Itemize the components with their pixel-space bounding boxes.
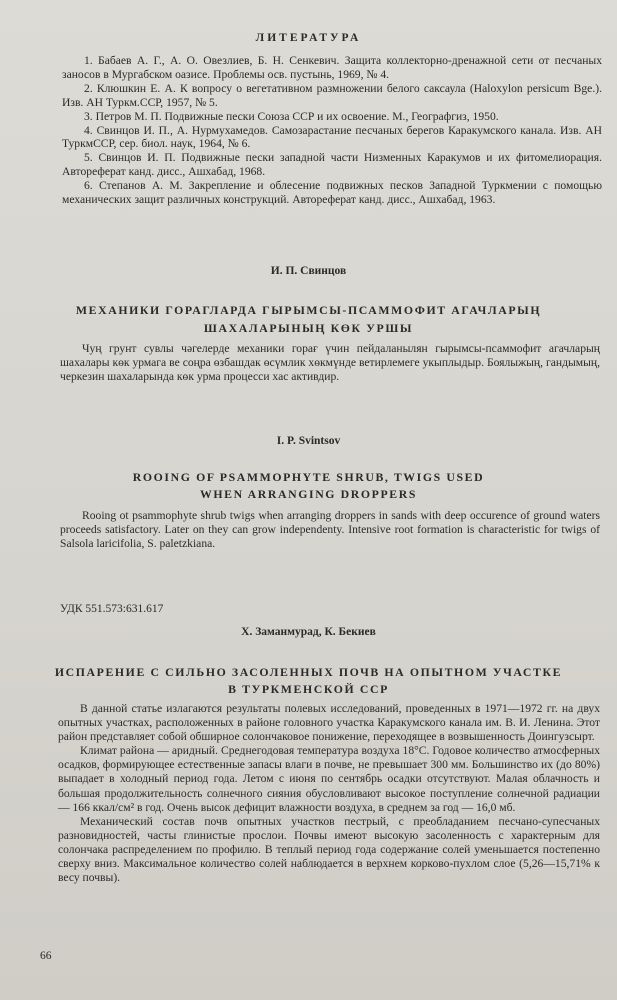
article-title-line2: В ТУРКМЕНСКОЙ ССР: [228, 682, 389, 696]
reference-item: 3. Петров М. П. Подвижные пески Союза ССР и их освоение. М., Географгиз, 1950.: [84, 109, 499, 123]
reference-list: [62, 54, 602, 207]
turkmen-abstract-text: Чуң грунт сувлы чәгелерде механики горағ үчин пейдаланылян гырымсы-псаммофит агачларың шахалары көк урмага ве соңра өзбашдак өсүмлик хөкмүнде ветирлемеге укыплыдыр. Боялыжың, гандымың, черкезин шахаларында көк урма процесси хас активдир.: [60, 342, 600, 384]
udk-code: УДК 551.573:631.617: [60, 603, 164, 615]
article-title-line1: ИСПАРЕНИЕ С СИЛЬНО ЗАСОЛЕННЫХ ПОЧВ НА ОПЫТНОМ УЧАСТКЕ: [54, 665, 563, 679]
body-paragraph: Механический состав почв опытных участков пестрый, с преобладанием песчано-супесчаных разновидностей, часты глинистые прослои. Почвы имеют высокую засоленность с характерным для солончака распределением по профилю. В теплый период года содержание солей уменьшается постепенно сверху вниз. Максимальное количество солей наблюдается в верхнем корково-пухлом слое (5,26—15,71% к весу почвы).: [58, 814, 600, 885]
turkmen-abstract: [60, 342, 600, 385]
page-number: 66: [40, 950, 52, 962]
reference-item: 2. Клюшкин Е. А. К вопросу о вегетативном размножении белого саксаула (Haloxylon persicum Bge.). Изв. АН Туркм.ССР, 1957, № 5.: [62, 81, 602, 109]
turkmen-title-line2: ШАХАЛАРЫНЫҢ КӨК УРШЫ: [203, 321, 414, 335]
english-abstract-text: Rooing ot psammophyte shrub twigs when arranging droppers in sands with deep occurence of ground waters proceeds satisfactory. Later on they can grow independenty. Intensive root formation is characteristic for twigs of Salsola laricifolia, S. paletzkiana.: [60, 509, 600, 551]
reference-item: 4. Свинцов И. П., А. Нурмухамедов. Самозарастание песчаных берегов Каракумского канала. Изв. АН ТуркмССР, сер. биол. наук, 1964, № 6.: [62, 123, 602, 151]
literature-heading: ЛИТЕРАТУРА: [255, 32, 362, 44]
turkmen-title-line1: МЕХАНИКИ ГОРАГЛАРДА ГЫРЫМСЫ-ПСАММОФИТ АГАЧЛАРЫҢ: [75, 303, 542, 317]
english-abstract: [60, 509, 600, 552]
english-title-line2: WHEN ARRANGING DROPPERS: [199, 487, 418, 501]
body-paragraph: В данной статье излагаются результаты полевых исследований, проведенных в 1971—1972 гг. на двух опытных участках, расположенных в районе головного участка Каракумского канала им. В. И. Ленина. Этот район представляет собой обширное солончаковое понижение, переходящее в возвышенность Доингузсырт.: [58, 702, 600, 744]
english-author: I. P. Svintsov: [276, 435, 341, 447]
reference-item: 1. Бабаев А. Г., А. О. Овезлиев, Б. Н. Сенкевич. Защита коллекторно-дренажной сети от песчаных заносов в Мургабском оазисе. Проблемы осв. пустынь, 1969, № 4.: [62, 54, 602, 81]
article-body: [58, 702, 600, 885]
article-authors: Х. Заманмурад, К. Бекиев: [241, 626, 376, 638]
reference-item: 5. Свинцов И. П. Подвижные пески западной части Низменных Каракумов и их фитомелиорация. Автореферат канд. дисс., Ашхабад, 1968.: [62, 151, 602, 179]
body-paragraph: Климат района — аридный. Среднегодовая температура воздуха 18°С. Годовое количество атмосферных осадков, формирующее естественные запасы влаги в почве, не превышает 300 мм. Большинство их (до 80%) выпадает в холодный период года. Летом с июня по сентябрь осадки отсутствуют. Малая облачность и большая продолжительность солнечного сияния обусловливают высокое поступление солнечной радиации — 166 ккал/см² в год. Очень высок дефицит влажности воздуха, в среднем за год — 16,0 мб.: [58, 744, 600, 814]
turkmen-author: И. П. Свинцов: [270, 265, 347, 277]
english-title-line1: ROOING OF PSAMMOPHYTE SHRUB, TWIGS USED: [132, 470, 485, 484]
reference-item: 6. Степанов А. М. Закрепление и облесение подвижных песков Западной Туркмении с помощью механических защит различных конструкций. Автореферат канд. дисс., Ашхабад, 1963.: [62, 179, 602, 207]
